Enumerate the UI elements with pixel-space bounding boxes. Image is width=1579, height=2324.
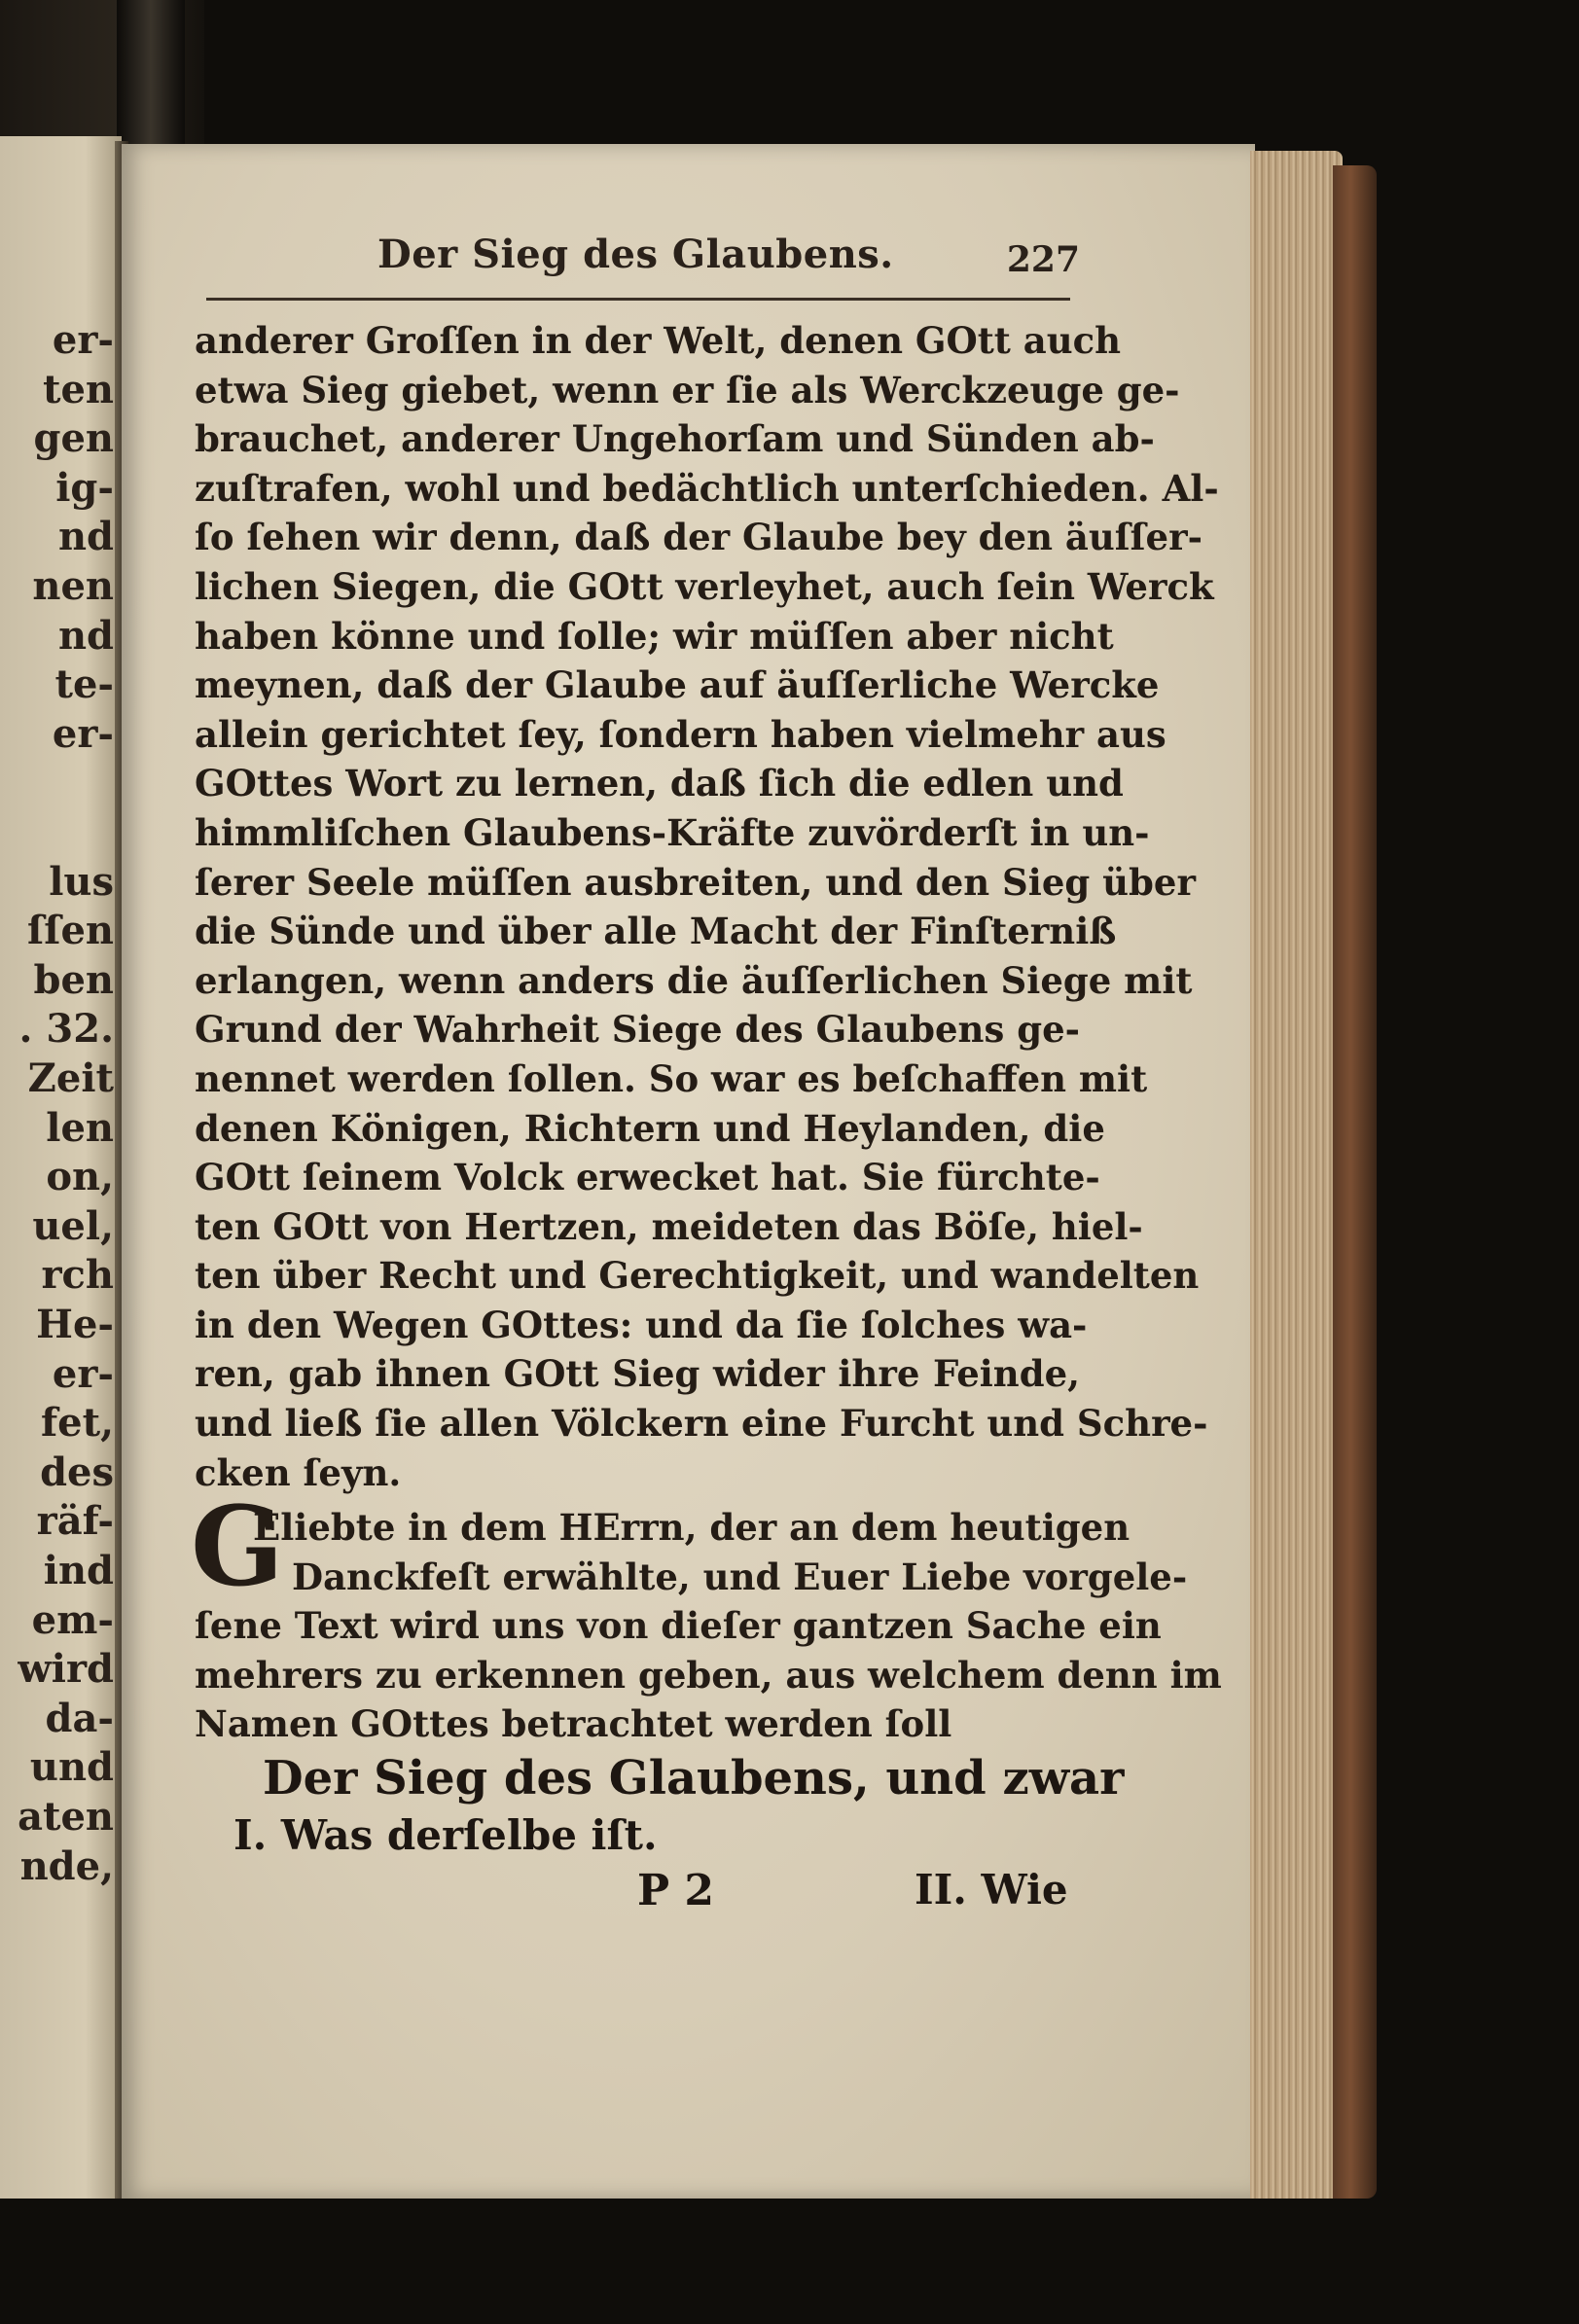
left-page-text-fragment: ig- (55, 464, 114, 511)
text-line: Danckfeſt erwählte, und Euer Liebe vorgele- (292, 1555, 1188, 1598)
text-line: mehrers zu erkennen geben, aus welchem denn im (195, 1653, 1222, 1697)
left-page-text-fragment: uel, (32, 1202, 114, 1249)
text-line: etwa Sieg giebet, wenn er ſie als Werckzeuge ge- (195, 368, 1180, 411)
text-line: GOttes Wort zu lernen, daß ſich die edlen und (195, 762, 1124, 805)
text-line: Grund der Wahrheit Siege des Glaubens ge- (195, 1008, 1080, 1052)
paragraph-1 (195, 316, 1219, 1497)
text-line: himmliſchen Glaubens-Kräfte zuvörderſt in un- (195, 810, 1150, 854)
page-header (263, 232, 1080, 290)
text-line: ten GOtt von Hertzen, meideten das Böſe, hiel- (195, 1204, 1143, 1248)
left-page-text-fragment: und (29, 1744, 114, 1791)
page-number: 227 (1006, 239, 1080, 280)
left-page-text-fragment: da- (45, 1695, 114, 1741)
text-line: in den Wegen GOttes: und da ſie ſolches wa- (195, 1303, 1088, 1346)
left-page-text-fragment: te- (54, 661, 114, 708)
left-page-text-fragment: Zeit (27, 1055, 114, 1101)
left-page-text-fragment: ſſen (27, 908, 114, 954)
left-page-text-fragment: er- (52, 317, 114, 363)
left-page-text-fragment: wird (18, 1646, 114, 1693)
header-rule (206, 298, 1070, 301)
left-page-text-fragment: er- (52, 1350, 114, 1397)
running-head: Der Sieg des Glaubens. (377, 232, 894, 277)
text-line: erlangen, wenn anders die äuſſerlichen Siege mit (195, 958, 1193, 1002)
left-page-fragment (0, 136, 122, 2199)
theme-heading: Der Sieg des Glaubens, und zwar (263, 1751, 1125, 1806)
left-page-text-fragment: He- (36, 1302, 114, 1347)
text-line: brauchet, anderer Ungehorſam und Sünden ab- (195, 417, 1155, 461)
text-line: meynen, daß der Glaube auf äuſſerliche Wercke (195, 663, 1160, 707)
text-line: denen Königen, Richtern und Heylanden, die (195, 1106, 1105, 1150)
paragraph-2 (195, 1503, 1222, 1749)
text-line: und ließ ſie allen Völckern eine Furcht und Schre- (195, 1402, 1208, 1446)
text-line: zuſtrafen, wohl und bedächtlich unterſchieden. Al- (195, 466, 1219, 510)
left-page-text-fragment: ben (33, 956, 114, 1003)
left-page-text-fragment: on, (46, 1154, 114, 1200)
text-line: ten über Recht und Gerechtigkeit, und wandelten (195, 1254, 1200, 1298)
text-line: nennet werden ſollen. So war es beſchaffen mit (195, 1056, 1148, 1100)
left-page-text-fragment: em- (31, 1596, 114, 1643)
text-line: cken ſeyn. (195, 1450, 402, 1494)
printer-signature: P 2 (637, 1866, 715, 1915)
text-line: ſo ſehen wir denn, daß der Glaube bey den äuſſer- (195, 516, 1202, 559)
left-page-text-fragment: räf- (36, 1498, 114, 1545)
part-one-heading: I. Was derſelbe iſt. (233, 1811, 658, 1859)
left-page-text-fragment: ten (42, 366, 114, 412)
left-page-text-fragment: gen (33, 415, 114, 462)
left-page-text-fragment: rch (41, 1252, 114, 1299)
catchword: II. Wie (915, 1866, 1068, 1913)
text-line: ren, gab ihnen GOtt Sieg wider ihre Feinde, (195, 1352, 1080, 1396)
left-page-text-fragment: er- (52, 710, 114, 757)
text-line: allein gerichtet ſey, ſondern haben vielmehr aus (195, 712, 1166, 756)
text-line: GOtt ſeinem Volck erwecket hat. Sie fürchte- (195, 1156, 1100, 1199)
left-page-text-fragment: des (40, 1448, 114, 1495)
text-line: ſene Text wird uns von dieſer gantzen Sache ein (195, 1604, 1162, 1648)
left-page-text-fragment: nen (32, 563, 114, 609)
text-line: lichen Siegen, die GOtt verleyhet, auch ſein Werck (195, 564, 1214, 608)
left-page-text-fragment: . 32. (18, 1006, 114, 1053)
left-page-text-fragment: lus (49, 858, 114, 905)
left-page-text-fragment: nde, (19, 1842, 114, 1889)
left-page-text-fragment: nd (57, 514, 114, 560)
left-page-text-fragment: len (46, 1104, 114, 1151)
page-edges (1250, 151, 1343, 2199)
text-line: die Sünde und über alle Macht der Finſterniß (195, 910, 1117, 953)
left-page-text-fragment: aten (18, 1794, 114, 1840)
cover-edge (1333, 165, 1377, 2199)
text-line: Eliebte in dem HErrn, der an dem heutigen (253, 1506, 1130, 1549)
left-page-text-fragment: fet, (40, 1400, 114, 1447)
text-line: Namen GOttes betrachtet werden ſoll (195, 1702, 952, 1746)
text-line: ſerer Seele müſſen ausbreiten, und den Sieg über (195, 860, 1196, 904)
text-line: anderer Groſſen in der Welt, denen GOtt auch (195, 319, 1122, 362)
drop-cap-initial: G (191, 1484, 284, 1611)
spine-band (117, 0, 185, 146)
left-page-text-fragment: nd (57, 612, 114, 659)
left-page-text-fragment: ind (43, 1548, 114, 1593)
text-line: haben könne und ſolle; wir müſſen aber nicht (195, 614, 1114, 658)
